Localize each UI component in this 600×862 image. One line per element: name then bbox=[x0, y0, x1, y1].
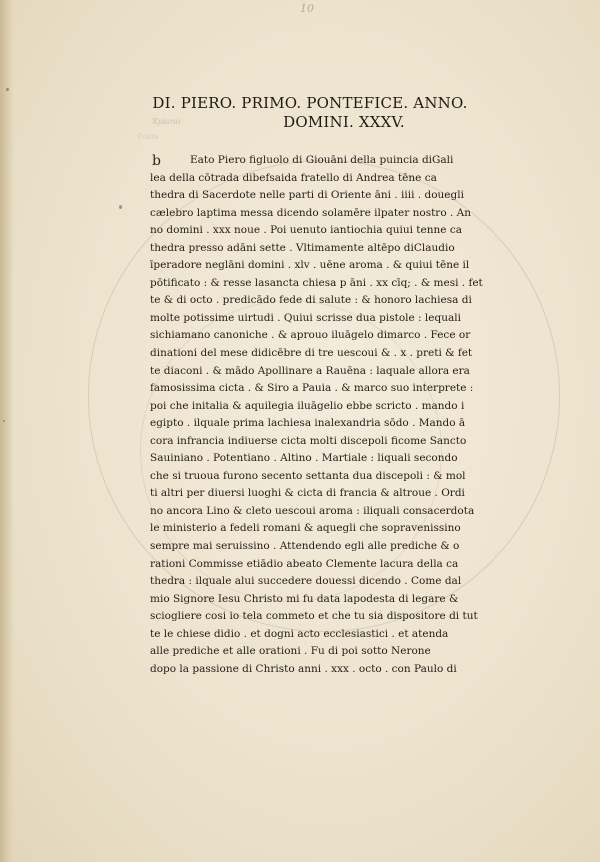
text-line: no domini . xxx noue . Poi uenuto iantiochia quiui tenne ca bbox=[150, 224, 462, 237]
text-line: lea della cōtrada dibefsaida fratello di Andrea tēne ca bbox=[150, 171, 437, 184]
ink-spot bbox=[6, 88, 9, 91]
margin-note-2: Trilite bbox=[137, 133, 159, 141]
text-line: egipto . ilquale prima lachiesa inalexandria sōdo . Mando ā bbox=[150, 417, 466, 430]
page-edge-shadow bbox=[0, 0, 14, 862]
text-line: dopo la passione di Christo anni . xxx . octo . con Paulo di bbox=[150, 662, 457, 675]
text-line: dinationi del mese didicēbre di tre uescoui & . x . preti & fet bbox=[150, 347, 473, 360]
initial-letter: b bbox=[152, 153, 161, 169]
text-line: cælebro laptima messa dicendo solamēre ilpater nostro . An bbox=[150, 206, 472, 219]
folio-number: 10 bbox=[300, 2, 314, 15]
text-line: sichiamano canoniche . & aprouo iluāgelo dimarco . Fece or bbox=[150, 329, 471, 342]
margin-note: Xpiano bbox=[152, 117, 181, 126]
text-line: sciogliere cosi io tela commeto et che tu sia dispositore di tut bbox=[150, 610, 478, 623]
text-line: no ancora Lino & cleto uescoui aroma : iliquali consacerdota bbox=[150, 504, 475, 517]
chapter-heading bbox=[130, 94, 490, 132]
heading-line-2: DOMINI. XXXV. bbox=[283, 113, 405, 131]
text-line: famosissima cicta . & Siro a Pauia . & marco suo interprete : bbox=[150, 382, 474, 395]
text-line: Eato Piero figluolo di Giouāni della puincia diGali bbox=[190, 154, 454, 166]
text-line: alle prediche et alle orationi . Fu di poi sotto Nerone bbox=[150, 645, 431, 658]
text-line: ti altri per diuersi luoghi & cicta di francia & altroue . Ordi bbox=[150, 487, 465, 500]
ink-spot bbox=[119, 205, 122, 209]
text-line: te le chiese didio . et dogni acto ecclesiastici . et atenda bbox=[150, 627, 449, 640]
heading-line-1: DI. PIERO. PRIMO. PONTEFICE. ANNO. bbox=[152, 94, 468, 112]
text-line: thedra : ilquale alui succedere douessi dicendo . Come dal bbox=[150, 575, 462, 588]
body-text bbox=[150, 152, 522, 678]
text-line: le ministerio a fedeli romani & aquegli che sopravenissino bbox=[150, 522, 461, 535]
text-line: īperadore neglāni domini . xlv . uēne aroma . & quiui tēne il bbox=[150, 259, 470, 272]
text-line: Sauiniano . Potentiano . Altino . Martiale : liquali secondo bbox=[150, 452, 458, 465]
text-line: mio Signore Iesu Christo mi fu data lapodesta di legare & bbox=[150, 592, 459, 605]
text-line: rationi Commisse etiādio abeato Clemente lacura della ca bbox=[150, 557, 459, 570]
ink-spot bbox=[3, 420, 5, 422]
text-line: sempre mai seruissino . Attendendo egli alle prediche & o bbox=[150, 540, 460, 553]
text-line: te & di octo . predicādo fede di salute : & honoro lachiesa di bbox=[150, 294, 472, 307]
text-line: thedra presso adāni sette . Vltimamente altēpo diClaudio bbox=[150, 241, 455, 254]
text-line: poi che initalia & aquilegia iluāgelio ebbe scricto . mando i bbox=[150, 399, 465, 412]
text-line: cora infrancia indiuerse cicta molti discepoli ficome Sancto bbox=[150, 434, 467, 447]
text-line: te diaconi . & mādo Apollinare a Rauēna : laquale allora era bbox=[150, 364, 470, 377]
text-line: che si truoua furono secento settanta dua discepoli : & mol bbox=[150, 469, 466, 482]
text-line: molte potissime uirtudi . Quiui scrisse dua pistole : lequali bbox=[150, 311, 461, 324]
text-line: pōtificato : & resse lasancta chiesa p āni . xx cīq; . & mesi . fet bbox=[150, 276, 483, 289]
text-line: thedra di Sacerdote nelle parti di Oriente āni . iiii . douegli bbox=[150, 189, 464, 202]
